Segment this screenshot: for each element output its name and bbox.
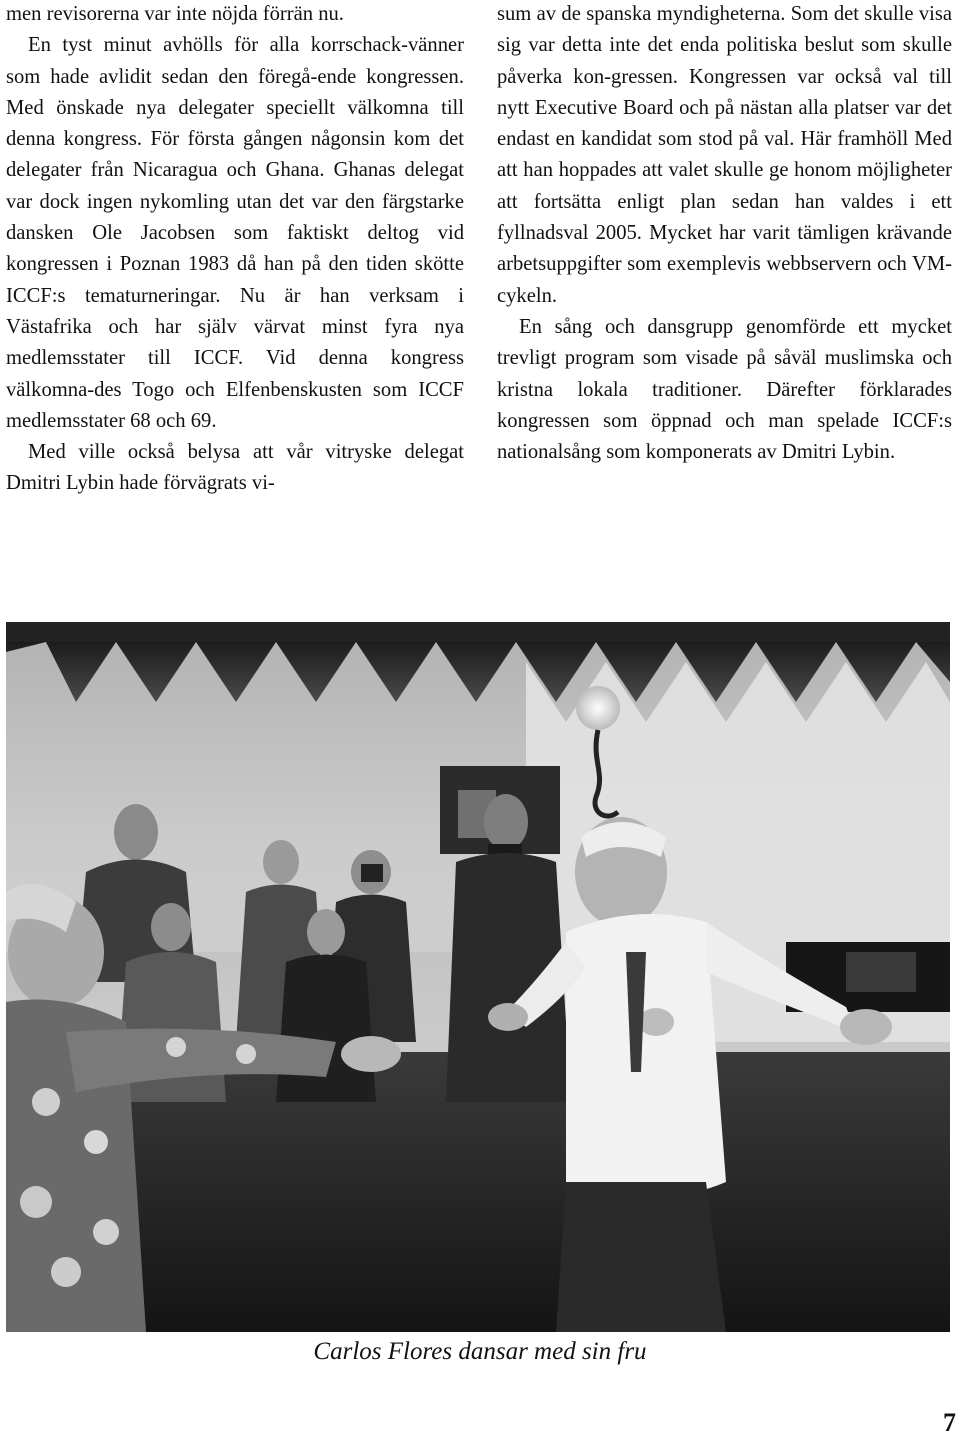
paragraph: sum av de spanska myndigheterna. Som det skulle visa sig var detta inte det enda politiska beslut som skulle påverka kon-gressen. Kongressen var också val till nytt Executive Board och på nästan alla platser var det endast en kandidat som stod på val. Här framhöll Med att han hoppades att valet skulle ge honom möjligheter att fortsätta enligt plan sedan han valdes i ett fyllnadsval 2005. Mycket har varit tämligen krävande arbetsuppgifter som exemplevis webbservern och VM-cykeln. [497, 3, 952, 307]
paragraph: men revisorerna var inte nöjda förrän nu. [6, 3, 344, 25]
paragraph: En sång och dansgrupp genomförde ett mycket trevligt program som visade på såväl muslimska och kristna lokala traditioner. Därefter förklarades kongressen som öppnad och man spelade ICCF:s nationalsång som komponerats av Dmitri Lybin. [497, 315, 952, 464]
photo-caption: Carlos Flores dansar med sin fru [313, 1338, 647, 1365]
dance-photo [6, 622, 950, 1332]
paragraph: Med ville också belysa att vår vitryske delegat Dmitri Lybin hade förvägrats vi- [6, 441, 464, 495]
page-number: 7 [943, 1408, 956, 1437]
article-column-right [497, 0, 952, 468]
article-column-left [6, 0, 464, 500]
paragraph: En tyst minut avhölls för alla korrschack-vänner som hade avlidit sedan den föregå-ende kongressen. Med önskade nya delegater speciellt välkomna till denna kongress. För första gången någonsin kom det delegater från Nicaragua och Ghana. Ghanas delegat var dock ingen nykomling utan det var den färgstarke dansken Ole Jacobsen som faktiskt deltog vid kongressen i Poznan 1983 då han på den tiden skötte ICCF:s tematurneringar. Nu är han verksam i Västafrika och har själv värvat minst fyra nya medlemsstater till ICCF. Vid denna kongress välkomna-des Togo och Elfenbenskusten som ICCF medlemsstater 68 och 69. [6, 34, 464, 432]
